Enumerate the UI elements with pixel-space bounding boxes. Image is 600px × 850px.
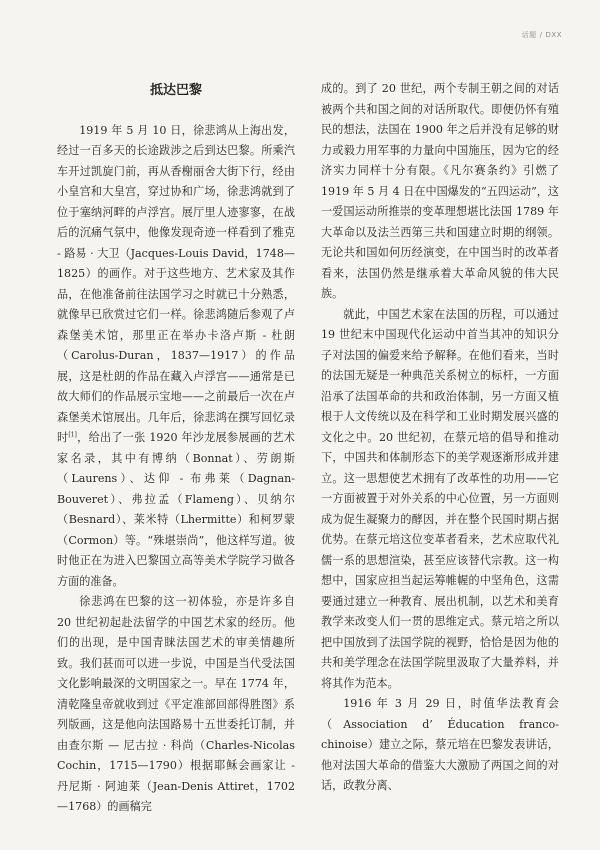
article-body (57, 79, 559, 818)
article-title: 抵达巴黎 (149, 83, 202, 98)
header-section: 话题 (521, 31, 537, 39)
running-header (522, 30, 562, 40)
footnote-marker: [1] (68, 431, 77, 439)
paragraph: 1916 年 3 月 29 日，时值华法教育会（Association d’ Éducation franco-chinoise）建立之际，蔡元培在巴黎发表讲话，他对法国大革命的借鉴大大激励了两国之间的对话，政教分离、 (321, 697, 559, 792)
paragraph-text: 1919 年 5 月 10 日，徐悲鸿从上海出发，经过一百多天的长途跋涉之后到达巴黎。所乘汽车开过凯旋门前，再从香榭丽舍大街下行，经由小皇宫和大皇宫，穿过协和广场，徐悲鸿就到了位于塞纳河畔的卢浮宫。展厅里人迹寥寥，在战后的沉痛气氛中，他像发现奇迹一样看到了雅克 - 路易 · 大卫（Jacques-Louis David，1748—1825）的画作。对于这些地方、艺术家及其作品，在他准备前往法国学习之时就已十分熟悉，就像早已欣赏过它们一样。徐悲鸿随后参观了卢森堡美术馆，那里正在举办卡洛卢斯 - 杜朗（Carolus-Duran，1837—1917）的作品展，这是杜朗的作品在藏入卢浮宫——通常是已故大师们的作品展示宝地——之前最后一次在卢森堡美术馆展出。几年后，徐悲鸿在撰写回忆录时 (57, 123, 295, 444)
header-topic: DXX (545, 31, 562, 39)
paragraph (57, 121, 295, 593)
paragraph-continuation: 成的。到了 20 世纪，两个专制王朝之间的对话被两个共和国之间的对话所取代。即便仍怀有殖民的想法，法国在 1900 年之后并没有足够的财力或毅力用军事的力量向中国施压，因为它的经济实力同样十分有限。《凡尔赛条约》引燃了 1919 年 5 月 4 日在中国爆发的“五四运动”，这一爱国运动所推崇的变革理想堪比法国 1789 年大革命以及法兰西第三共和国建立时期的纲领。无论共和国如何历经演变，在中国当时的改革者看来，法国仍然是继承着大革命风貌的伟大民族。 (321, 82, 559, 300)
header-separator: / (539, 31, 543, 39)
right-column (321, 79, 559, 818)
paragraph: 就此，中国艺术家在法国的历程，可以通过 19 世纪末中国现代化运动中首当其冲的知识分子对法国的偏爱来给予解释。在他们看来，当时的法国无疑是一种典范关系树立的标杆，一方面沿承了法国革命的共和政治体制，另一方面又植根于人文传统以及在科学和工业时期发展兴盛的文化之中。20 世纪初，在蔡元培的倡导和推动下，中国共和体制形态下的美学观逐渐形成并建立。这一思想使艺术拥有了改革性的功用——它一方面被置于对外关系的中心位置，另一方面则成为促生凝聚力的酵因，并在整个民国时期占据优势。在蔡元培这位变革者看来，艺术应取代礼儒一系的思想渲染，甚至应该替代宗教。这一构想中，国家应担当起运筹帷幄的中坚角色，这需要通过建立一种教育、展出机制，以艺术和美育教学来改变人们一贯的思维定式。蔡元培之所以把中国放到了法国学院的视野，恰恰是因为他的共和美学理念在法国学院里汲取了大量养料，并将其作为范本。 (321, 307, 559, 690)
left-column (57, 79, 295, 818)
paragraph-text-continued: ，给出了一张 1920 年沙龙展参展画的艺术家名录，其中有博纳（Bonnat）、劳朗斯（Laurens）、达仰 - 布弗莱（Dagnan-Bouveret）、弗拉孟（Flameng）、贝纳尔（Besnard）、莱米特（Lhermitte）和柯罗蒙（Cormon）等。“殊堪崇尚”，他这样写道。彼时他正在为进入巴黎国立高等美术学院学习做各方面的准备。 (57, 431, 295, 588)
paragraph: 徐悲鸿在巴黎的这一初体验，亦是许多自 20 世纪初起赴法留学的中国艺术家的经历。他们的出现，是中国青睐法国艺术的审美情趣所致。我们甚而可以进一步说，中国是当代受法国文化影响最深的文明国家之一。早在 1774 年，清乾隆皇帝就收到过《平定准部回部得胜图》系列版画，这是他向法国路易十五世委托订制，并由查尔斯 — 尼古拉 · 科尚（Charles-Nicolas Cochin，1715—1790）根据耶稣会画家让 - 丹尼斯 · 阿迪莱（Jean-Denis Attiret，1702—1768）的画稿完 (57, 595, 295, 813)
